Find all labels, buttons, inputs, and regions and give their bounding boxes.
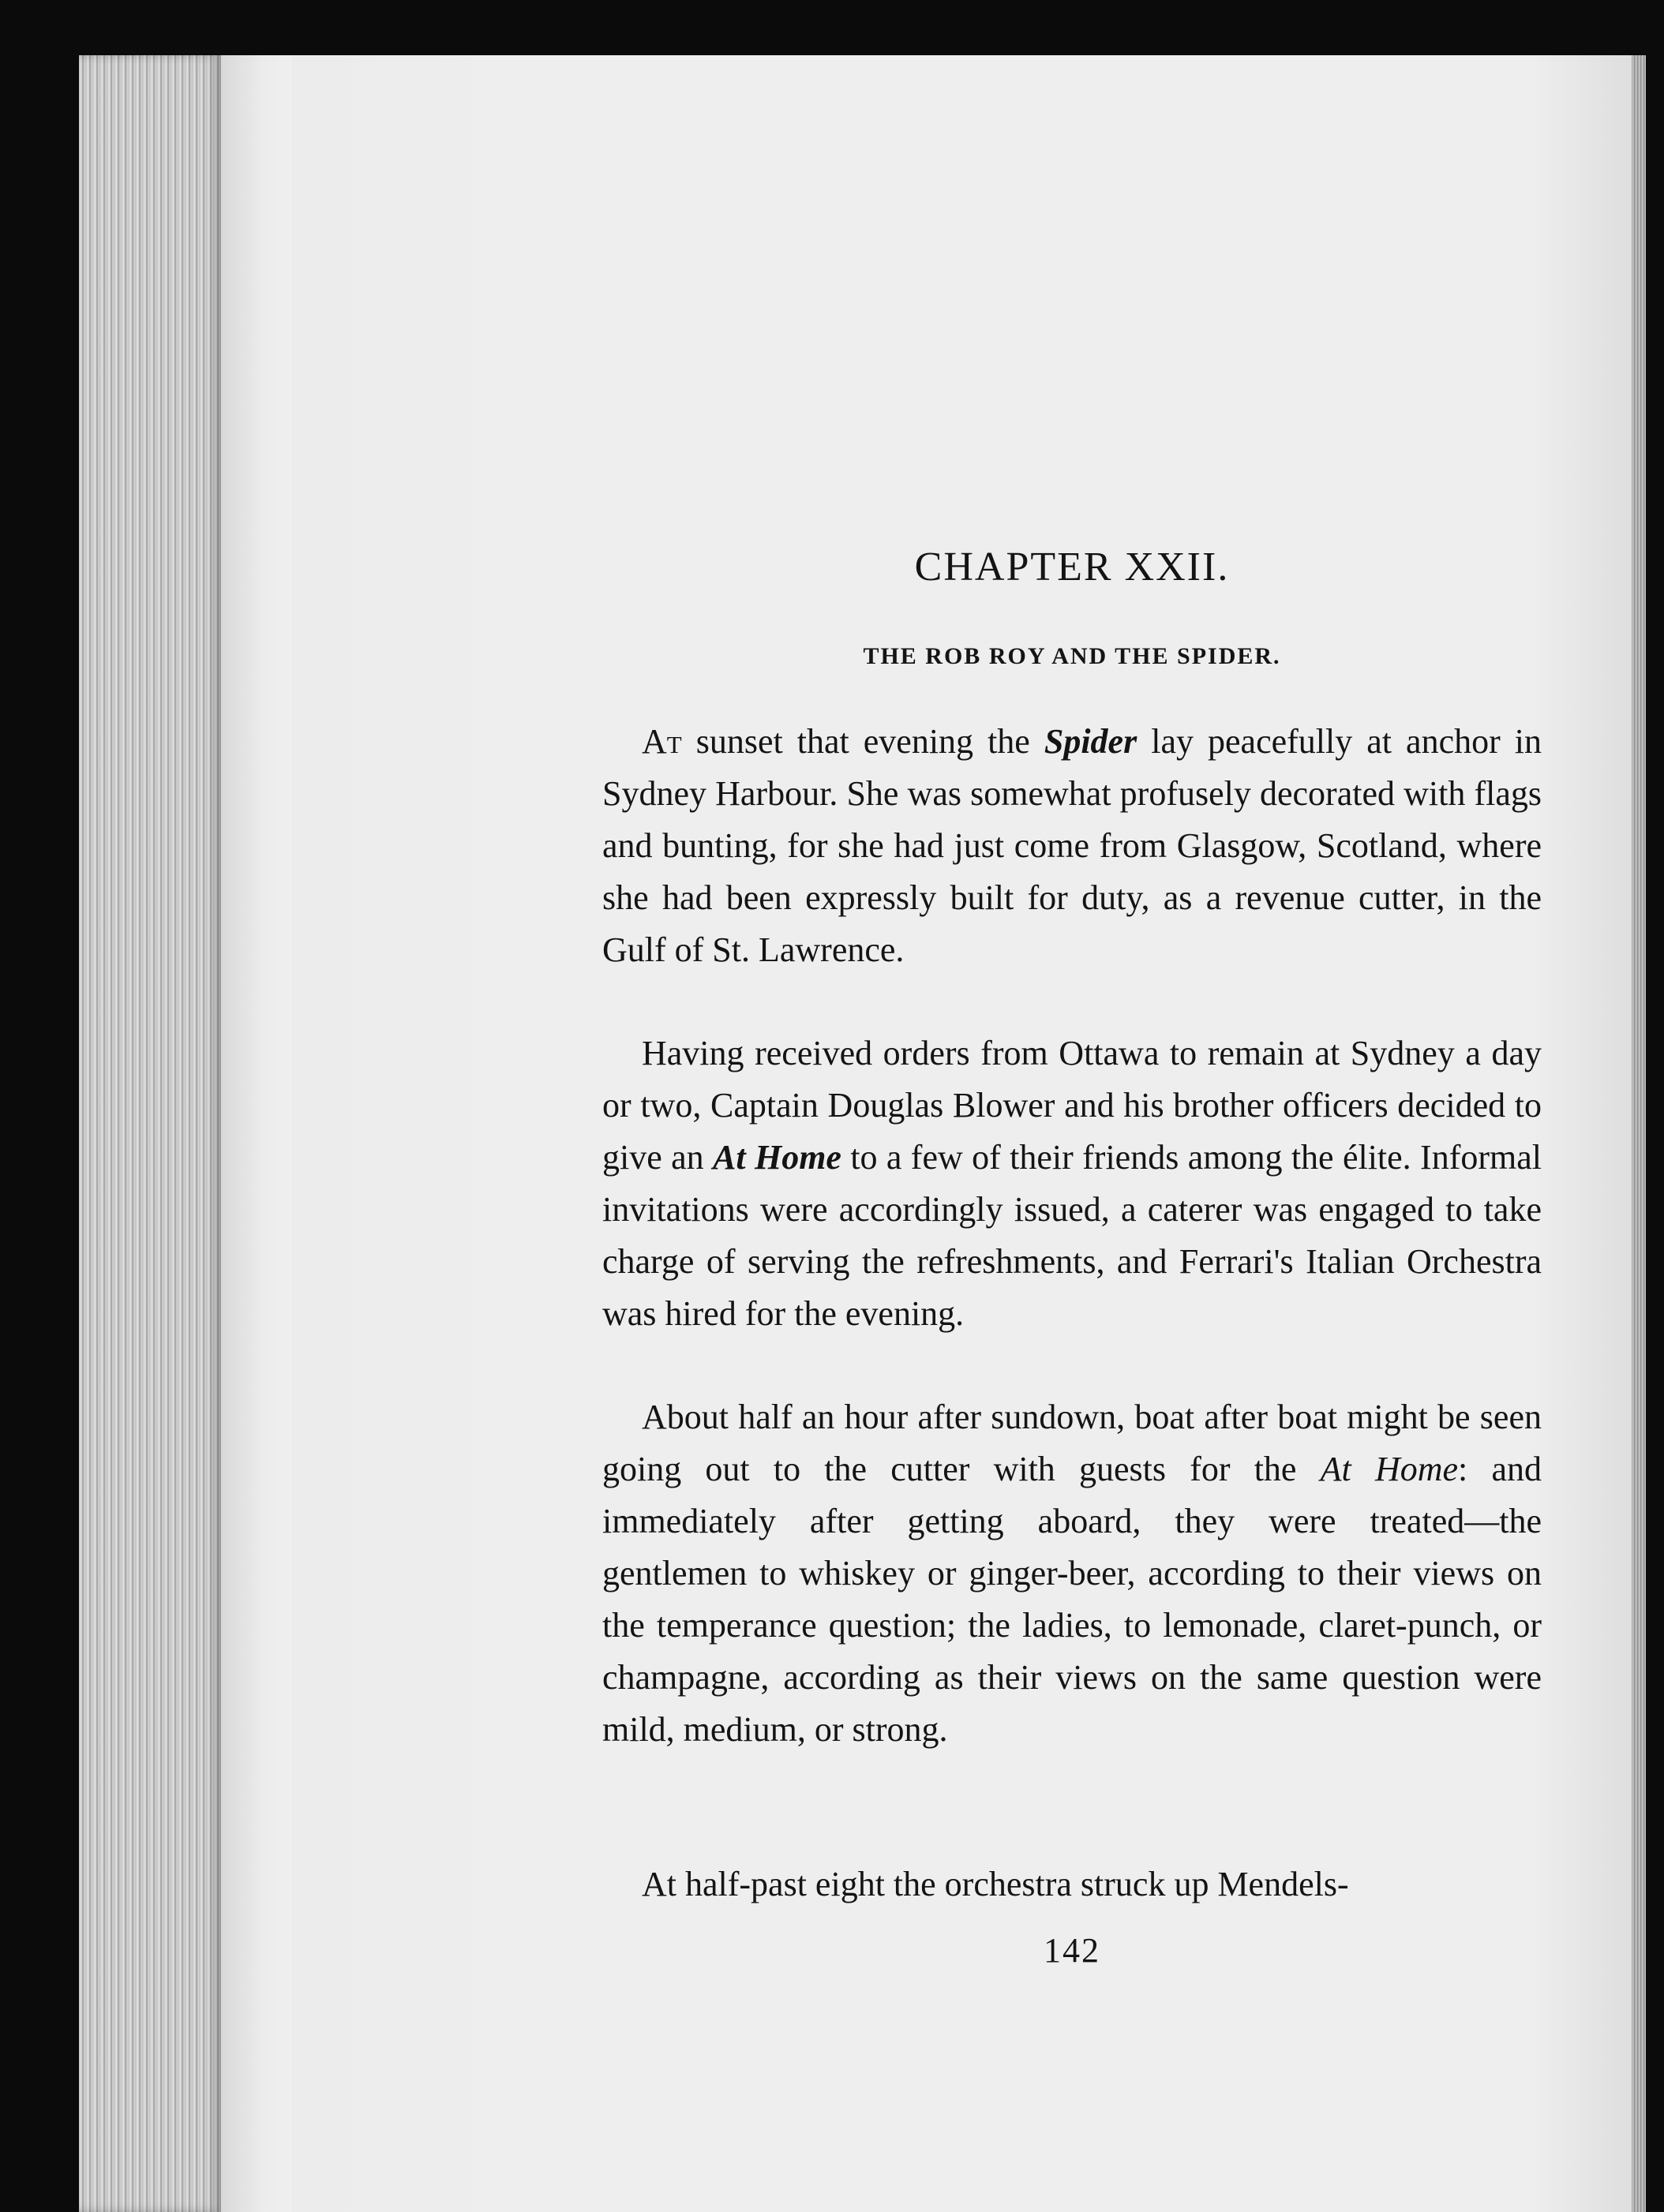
paragraph-text: At half-past eight the orchestra struck up Mendels- — [642, 1865, 1349, 1903]
paragraph-3 — [602, 1391, 1542, 1756]
paragraph-text: Having received orders from Ottawa to remain at Sydney a day or two, Captain Douglas Blower and his brother officers decided to give an — [602, 1034, 1542, 1177]
book-page — [221, 55, 1646, 2212]
emphasis-text: At Home — [713, 1138, 841, 1177]
paragraph-2 — [602, 1027, 1542, 1340]
paragraph-text: to a few of their friends among the élite. Informal invitations were accordingly issued, a caterer was engaged to take charge of serving the refreshments, and Ferrari's Italian Orchestra was hired for the evening. — [602, 1138, 1542, 1333]
chapter-title: CHAPTER XXII. — [914, 545, 1230, 589]
emphasis-text: At Home — [1320, 1450, 1459, 1488]
book-scan — [79, 55, 1646, 2212]
paragraph-1 — [602, 716, 1542, 976]
ship-name: Spider — [1044, 722, 1137, 761]
paragraph-text: : and immediately after getting aboard, they were treated—the gentlemen to whiskey or ginger-beer, according to their views on the temperance question; the ladies, to lemonade, claret-punch, or champagne, according as their views on the same question were mild, medium, or strong. — [602, 1450, 1542, 1749]
paragraph-text: sunset that evening the — [681, 722, 1044, 761]
spine-shadow — [221, 55, 292, 2212]
right-page-edge — [1632, 55, 1646, 2212]
paragraph-4 — [602, 1858, 1542, 1911]
page-number: 142 — [1044, 1931, 1100, 1970]
page-edges — [79, 55, 221, 2212]
paragraph-text: lay peacefully at anchor in Sydney Harbour. She was somewhat profusely decorated with flags and bunting, for she had just come from Glasgow, Scotland, where she had been expressly built for duty, as a revenue cutter, in the Gulf of St. Lawrence. — [602, 722, 1542, 969]
paragraph-text: About half an hour after sundown, boat after boat might be seen going out to the cutter with guests for the — [602, 1398, 1542, 1488]
drop-cap-word: At — [642, 722, 682, 761]
chapter-subtitle: THE ROB ROY AND THE SPIDER. — [863, 643, 1281, 669]
